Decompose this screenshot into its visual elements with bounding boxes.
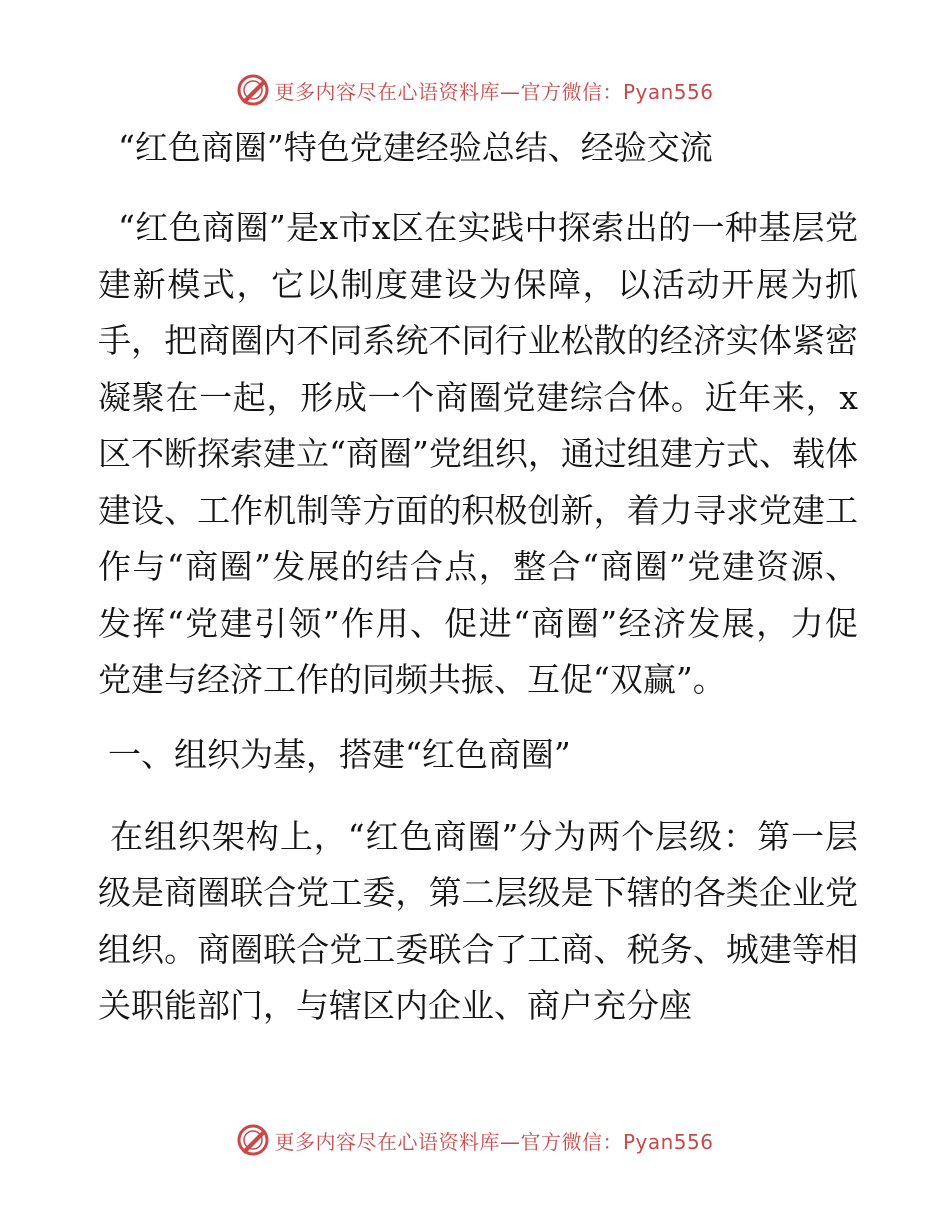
watermark-banner-top: [0, 70, 950, 110]
watermark-text: 更多内容尽在心语资料库—官方微信：Pyan556: [274, 79, 714, 104]
paragraph-intro: “红色商圈”是x市x区在实践中探索出的一种基层党建新模式，它以制度建设为保障，以活动开展为抓手，把商圈内不同系统不同行业松散的经济实体紧密凝聚在一起，形成一个商圈党建综合体。近年来，x区不断探索建立“商圈”党组织，通过组建方式、载体建设、工作机制等方面的积极创新，着力寻求党建工作与“商圈”发展的结合点，整合“商圈”党建资源、发挥“党建引领”作用、促进“商圈”经济发展，力促党建与经济工作的同频共振、互促“双赢”。: [98, 208, 858, 699]
pen-circle-icon: [236, 73, 270, 107]
document-title: “红色商圈”特色党建经验总结、经验交流: [118, 128, 713, 167]
section-heading-1: 一、组织为基，搭建“红色商圈”: [108, 734, 571, 774]
paragraph-organization: 在组织架构上，“红色商圈”分为两个层级：第一层级是商圈联合党工委，第二层级是下辖的各类企业党组织。商圈联合党工委联合了工商、税务、城建等相关职能部门，与辖区内企业、商户充分座: [98, 816, 858, 1025]
watermark-text: 更多内容尽在心语资料库—官方微信：Pyan556: [274, 1129, 714, 1154]
pen-circle-icon: [236, 1123, 270, 1157]
watermark-banner-bottom: [0, 1120, 950, 1160]
document-body: [98, 120, 858, 1035]
